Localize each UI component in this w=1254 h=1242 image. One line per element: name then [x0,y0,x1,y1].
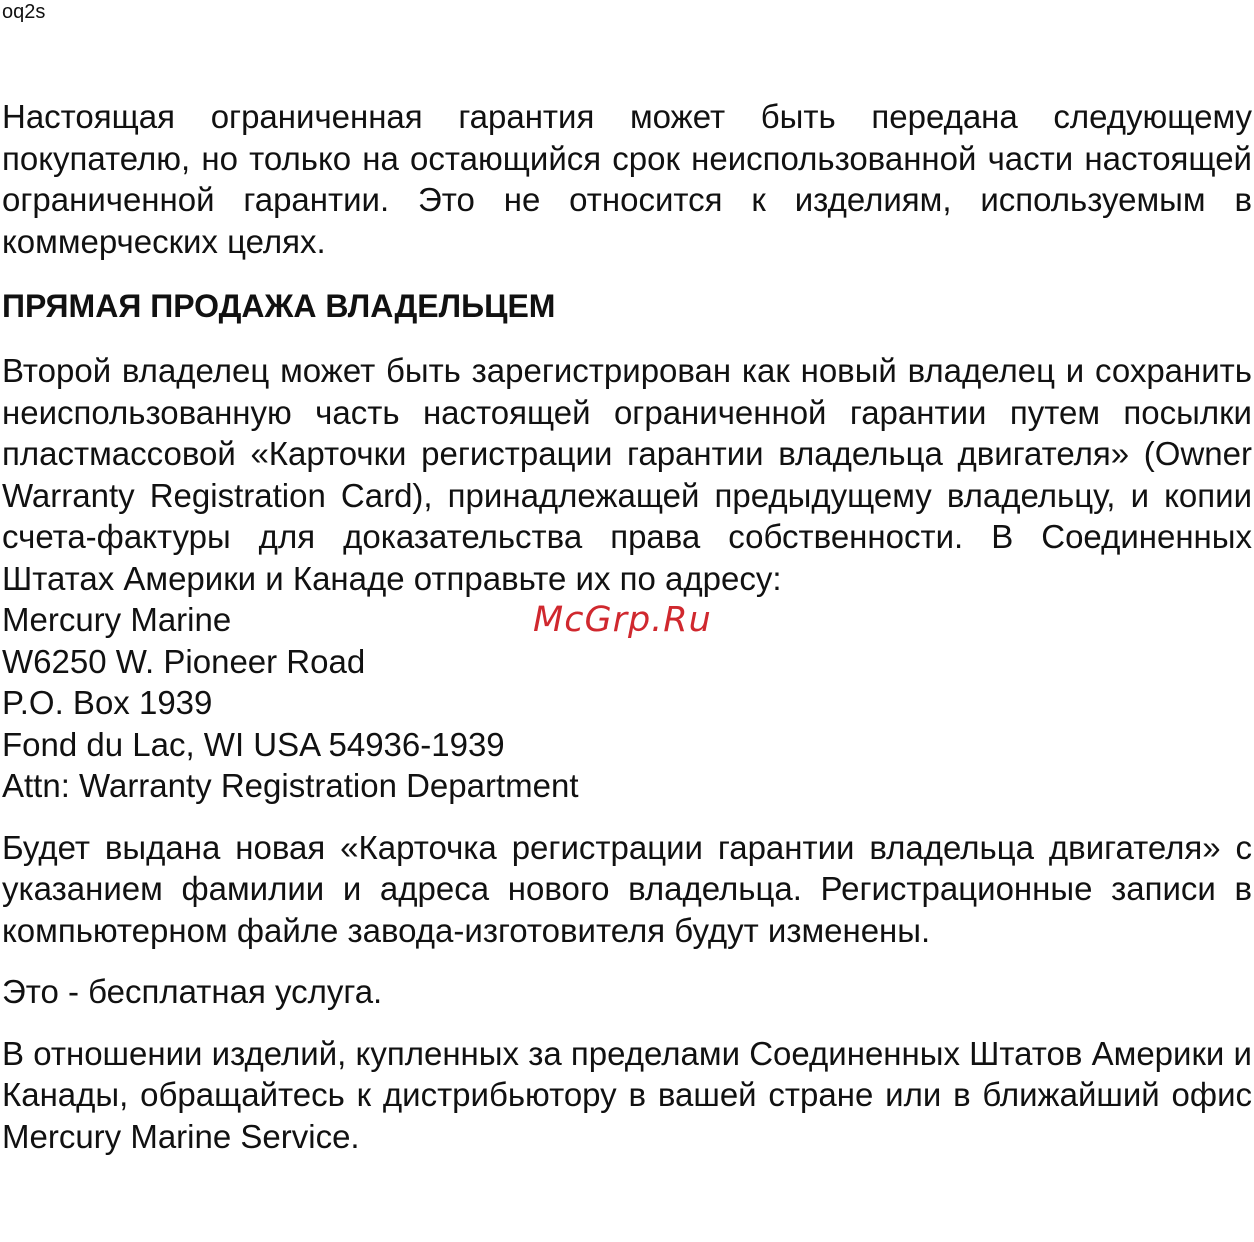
address-line-city: Fond du Lac, WI USA 54936-1939 [2,725,505,763]
watermark-logo: McGrp.Ru [533,600,712,640]
address-line-street: W6250 W. Pioneer Road [2,642,366,680]
address-line-attention: Attn: Warranty Registration Department [2,767,579,804]
section-heading: ПРЯМАЯ ПРОДАЖА ВЛАДЕЛЬЦЕМ [2,288,556,324]
paragraph-transfer-warranty: Настоящая ограниченная гарантия может быть передана следующему покупателю, но только на остающийся срок неиспользованной части настоящей ограниченной гарантии. Это не относится к изделиям, используемым в коммерческих целях. [2,98,1252,260]
paragraph-second-owner: Второй владелец может быть зарегистрирован как новый владелец и сохранить неиспользованную часть настоящей ограниченной гарантии путем посылки пластмассовой «Карточки регистрации гарантии владельца двигателя» (Owner Warranty Registration Card), принадлежащей предыдущему владельцу, и копии счета-фактуры для доказательства права собственности. В Соединенных Штатах Америки и Канаде отправьте их по адресу: [2,352,1252,597]
paragraph-new-card: Будет выдана новая «Карточка регистрации гарантии владельца двигателя» с указанием фамилии и адреса нового владельца. Регистрационные записи в компьютерном файле завода-изготовителя будут изменены. [2,828,1252,949]
paragraph-outside-us: В отношении изделий, купленных за пределами Соединенных Штатов Америки и Канады, обращайтесь к дистрибьютору в вашей стране или в ближайший офис Mercury Marine Service. [2,1034,1252,1155]
paragraph-free-service: Это - бесплатная услуга. [2,973,383,1010]
address-line-company: Mercury Marine [2,601,232,638]
address-line-po-box: P.O. Box 1939 [2,684,213,721]
document-id: oq2s [2,1,46,23]
